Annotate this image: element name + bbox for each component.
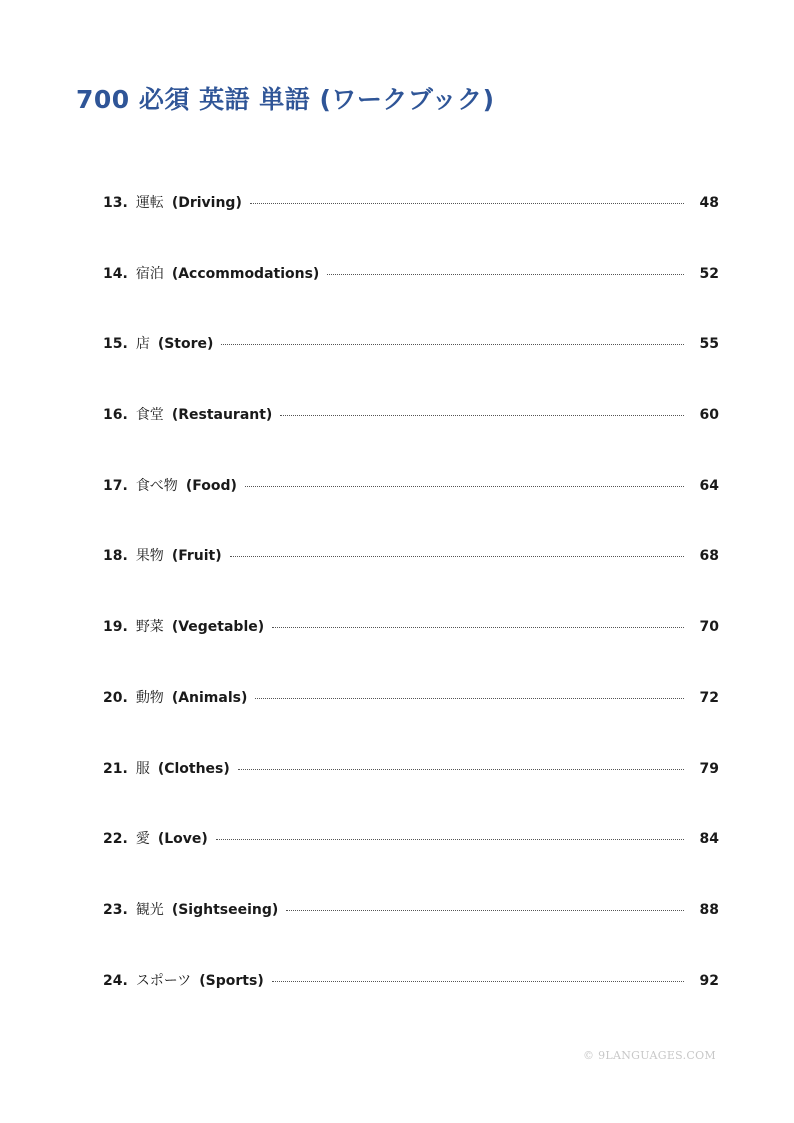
toc-entry[interactable] (103, 965, 719, 1036)
copyright-footer: © 9LANGUAGES.COM (583, 1049, 716, 1062)
toc-entry-english: (Sightseeing) (171, 901, 279, 918)
toc-dot-leader (216, 839, 684, 840)
toc-entry[interactable] (103, 328, 719, 399)
toc-dot-leader (327, 274, 683, 275)
toc-entry[interactable] (103, 823, 719, 894)
toc-entry-english: (Fruit) (171, 548, 222, 565)
toc-entry-number: 17. (103, 477, 128, 494)
toc-entry-page-number: 88 (699, 901, 719, 918)
toc-dot-leader (230, 556, 684, 557)
toc-entry-number: 15. (103, 336, 128, 353)
toc-dot-leader (272, 627, 683, 628)
toc-entry-english: (Driving) (171, 195, 242, 211)
toc-entry-japanese: 観光 (135, 901, 164, 918)
toc-dot-leader (250, 203, 684, 204)
toc-dot-leader (272, 981, 684, 982)
toc-entry-page-number: 72 (699, 689, 719, 706)
toc-dot-leader (245, 486, 684, 487)
toc-entry-japanese: 宿泊 (135, 265, 164, 282)
toc-dot-leader (255, 698, 683, 699)
toc-entry-english: (Accommodations) (171, 265, 320, 282)
toc-entry-number: 19. (103, 619, 128, 636)
toc-entry[interactable] (103, 682, 719, 753)
toc-entry[interactable] (103, 187, 719, 258)
toc-entry-japanese: 愛 (135, 831, 150, 848)
toc-entry[interactable] (103, 540, 719, 611)
toc-entry-english: (Vegetable) (171, 619, 265, 636)
toc-entry-japanese: 野菜 (135, 619, 164, 636)
toc-entry-number: 24. (103, 972, 128, 989)
toc-entry-japanese: スポーツ (135, 972, 192, 989)
toc-entry-english: (Love) (157, 831, 208, 848)
toc-entry-number: 14. (103, 265, 128, 282)
toc-entry-number: 16. (103, 407, 128, 424)
table-of-contents (103, 187, 719, 1035)
toc-entry-english: (Food) (185, 477, 237, 494)
toc-entry-page-number: 55 (699, 336, 719, 353)
toc-dot-leader (238, 769, 684, 770)
toc-entry-page-number: 84 (699, 831, 719, 848)
toc-entry-english: (Sports) (199, 972, 264, 989)
toc-dot-leader (280, 415, 683, 416)
toc-entry[interactable] (103, 611, 719, 682)
toc-entry-page-number: 68 (699, 548, 719, 565)
toc-entry-page-number: 79 (699, 760, 719, 777)
toc-entry-english: (Clothes) (157, 760, 230, 777)
toc-entry-page-number: 52 (699, 265, 719, 282)
toc-entry[interactable] (103, 894, 719, 965)
toc-entry-japanese: 店 (135, 336, 150, 353)
toc-entry-english: (Restaurant) (171, 407, 273, 424)
toc-entry-english: (Store) (157, 336, 214, 353)
toc-entry-japanese: 食べ物 (135, 477, 178, 494)
toc-entry-number: 22. (103, 831, 128, 848)
toc-entry-japanese: 動物 (135, 689, 164, 706)
toc-dot-leader (286, 910, 683, 911)
toc-entry-number: 23. (103, 901, 128, 918)
toc-entry-page-number: 70 (699, 619, 719, 636)
toc-entry-english: (Animals) (171, 689, 248, 706)
toc-entry-japanese: 果物 (135, 548, 164, 565)
toc-entry-page-number: 92 (699, 972, 719, 989)
toc-entry-page-number: 64 (699, 477, 719, 494)
toc-entry[interactable] (103, 258, 719, 329)
toc-entry-number: 13. (103, 195, 128, 211)
toc-entry-number: 21. (103, 760, 128, 777)
toc-entry-japanese: 服 (135, 760, 150, 777)
toc-entry-japanese: 食堂 (135, 407, 164, 424)
toc-entry[interactable] (103, 470, 719, 541)
toc-entry[interactable] (103, 753, 719, 824)
toc-entry-number: 20. (103, 689, 128, 706)
toc-dot-leader (221, 344, 683, 345)
toc-entry[interactable] (103, 399, 719, 470)
toc-entry-page-number: 48 (699, 195, 719, 211)
toc-entry-number: 18. (103, 548, 128, 565)
toc-entry-japanese: 運転 (135, 195, 164, 211)
toc-entry-page-number: 60 (699, 407, 719, 424)
page-title: 700 必須 英語 単語 (ワークブック) (76, 85, 495, 114)
